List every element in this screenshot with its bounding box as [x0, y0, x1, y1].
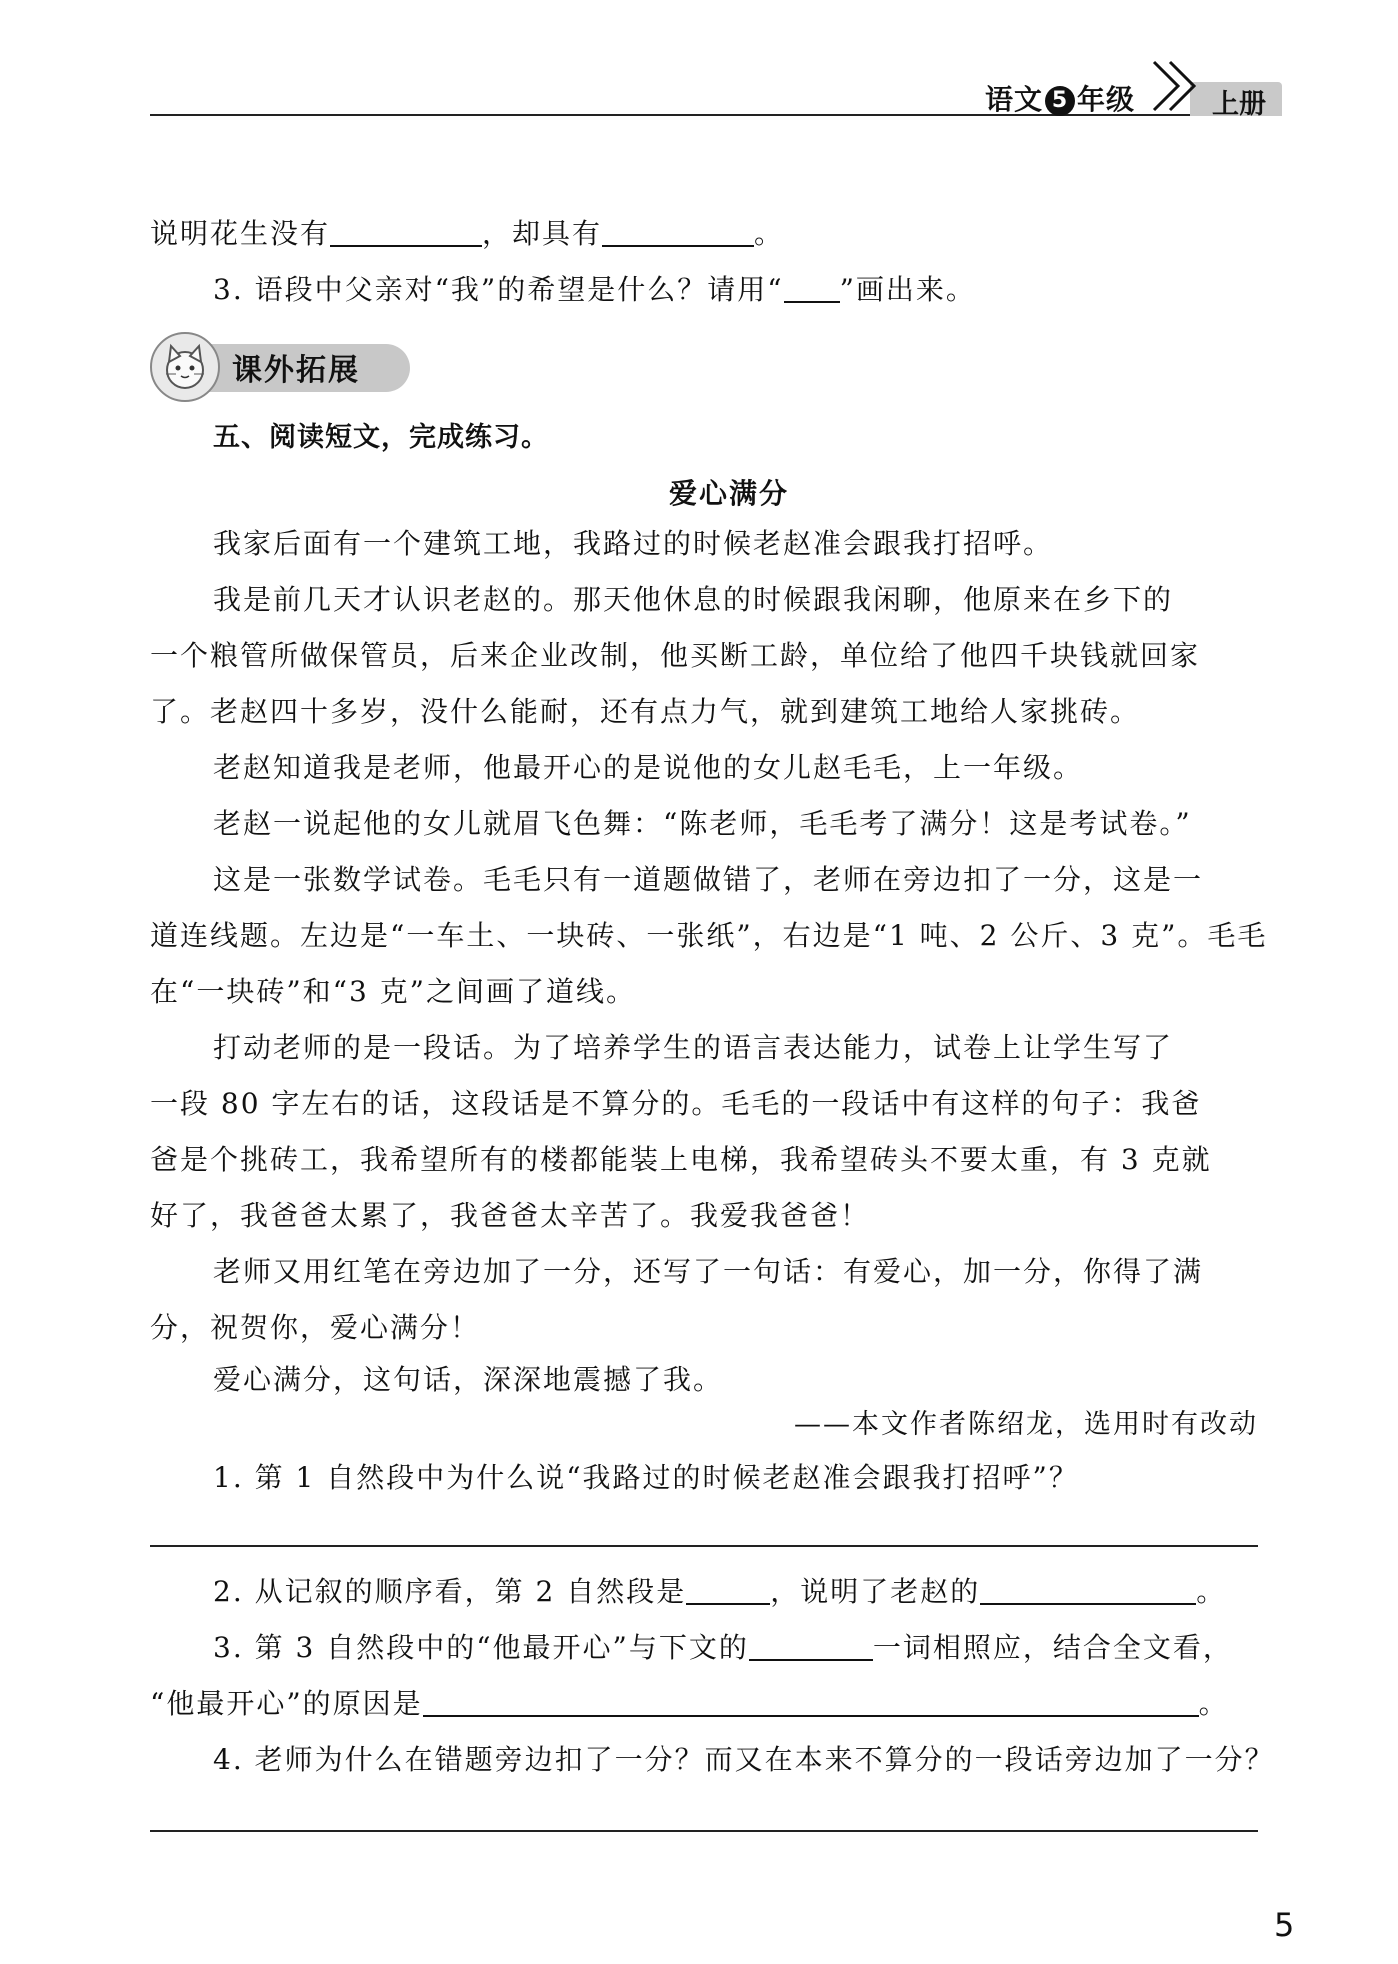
volume-label: 上册	[1212, 89, 1266, 120]
answer-blank[interactable]	[423, 1689, 1199, 1717]
question-4: 4. 老师为什么在错题旁边扣了一分？而又在本来不算分的一段话旁边加了一分？	[213, 1743, 1275, 1776]
question-2	[213, 1570, 1226, 1610]
question-1: 1. 第 1 自然段中为什么说“我路过的时候老赵准会跟我打招呼”？	[213, 1461, 1079, 1494]
answer-blank[interactable]	[686, 1577, 770, 1605]
page-number: 5	[1274, 1906, 1295, 1944]
article-line: 我是前几天才认识老赵的。那天他休息的时候跟我闲聊，他原来在乡下的	[213, 583, 1174, 616]
article-line: 我家后面有一个建筑工地，我路过的时候老赵准会跟我打招呼。	[213, 527, 1054, 560]
header-subject	[985, 78, 1135, 118]
article-line: 分，祝贺你，爱心满分！	[150, 1311, 481, 1344]
article-line: 这是一张数学试卷。毛毛只有一道题做错了，老师在旁边扣了一分，这是一	[213, 863, 1204, 896]
answer-blank[interactable]	[749, 1633, 873, 1661]
article-line: 爱心满分，这句话，深深地震撼了我。	[213, 1363, 724, 1396]
article-line: 在“一块砖”和“3 克”之间画了道线。	[150, 975, 636, 1008]
header-subject-post: 年级	[1077, 83, 1136, 116]
article-line: 老赵一说起他的女儿就眉飞色舞：“陈老师，毛毛考了满分！这是考试卷。”	[213, 807, 1192, 840]
q2-text-b: ，说明了老赵的	[770, 1575, 981, 1608]
q3-text-d: 。	[1198, 1687, 1229, 1720]
answer-blank[interactable]	[330, 219, 482, 247]
question-3	[213, 1626, 1233, 1666]
q3-text-a: 3. 第 3 自然段中的“他最开心”与下文的	[213, 1631, 749, 1664]
article-line: 一段 80 字左右的话，这段话是不算分的。毛毛的一段话中有这样的句子：我爸	[150, 1087, 1202, 1120]
answer-blank[interactable]	[602, 219, 754, 247]
grade-badge: 5	[1045, 86, 1075, 116]
article-credit: ——本文作者陈绍龙，选用时有改动	[794, 1409, 1258, 1440]
cat-icon	[150, 332, 220, 402]
prev-q3-text-a: 3. 语段中父亲对“我”的希望是什么？请用“	[213, 273, 784, 306]
article-line: 打动老师的是一段话。为了培养学生的语言表达能力，试卷上让学生写了	[213, 1031, 1174, 1064]
article-line: 好了，我爸爸太累了，我爸爸太辛苦了。我爱我爸爸！	[150, 1199, 871, 1232]
prev-text-a: 说明花生没有	[150, 217, 331, 250]
prev-question-3	[213, 268, 976, 308]
banner-label: 课外拓展	[232, 353, 360, 388]
header-subject-pre: 语文	[985, 83, 1044, 116]
article-line: 道连线题。左边是“一车土、一块砖、一张纸”，右边是“1 吨、2 公斤、3 克”。毛毛	[150, 919, 1268, 952]
section-banner	[150, 332, 412, 402]
q3-text-c: “他最开心”的原因是	[150, 1687, 423, 1720]
answer-line[interactable]	[150, 1545, 1258, 1547]
double-chevron-icon	[1148, 58, 1208, 114]
article-line: 一个粮管所做保管员，后来企业改制，他买断工龄，单位给了他四千块钱就回家	[150, 639, 1201, 672]
article-line: 了。老赵四十多岁，没什么能耐，还有点力气，就到建筑工地给人家挑砖。	[150, 695, 1141, 728]
answer-blank[interactable]	[980, 1577, 1196, 1605]
article-line: 老赵知道我是老师，他最开心的是说他的女儿赵毛毛，上一年级。	[213, 751, 1084, 784]
underline-sample	[784, 275, 840, 303]
q2-text-a: 2. 从记叙的顺序看，第 2 自然段是	[213, 1575, 687, 1608]
answer-line[interactable]	[150, 1830, 1258, 1832]
article-title: 爱心满分	[668, 477, 789, 510]
prev-text-c: 。	[754, 217, 785, 250]
prev-line-1	[150, 212, 784, 252]
article-line: 老师又用红笔在旁边加了一分，还写了一句话：有爱心，加一分，你得了满	[213, 1255, 1204, 1288]
section-title: 五、阅读短文，完成练习。	[213, 422, 549, 453]
prev-q3-text-b: ”画出来。	[839, 273, 976, 306]
question-3-cont	[150, 1682, 1229, 1722]
q3-text-b: 一词相照应，结合全文看，	[872, 1631, 1233, 1664]
prev-text-b: ，却具有	[482, 217, 603, 250]
article-line: 爸是个挑砖工，我希望所有的楼都能装上电梯，我希望砖头不要太重，有 3 克就	[150, 1143, 1212, 1176]
q2-text-c: 。	[1196, 1575, 1227, 1608]
